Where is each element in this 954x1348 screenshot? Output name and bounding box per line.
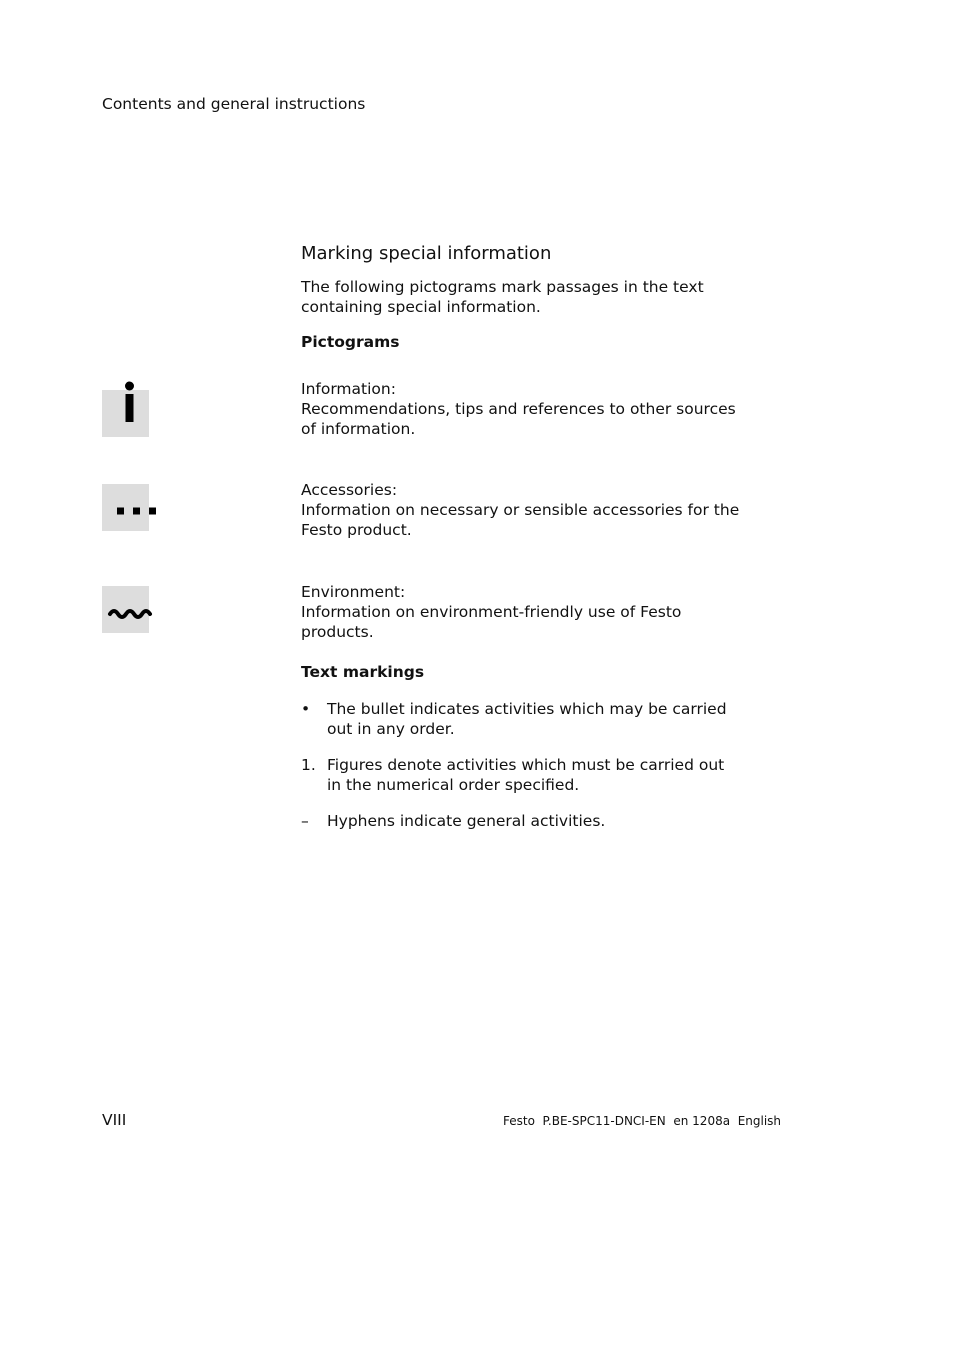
text-markings-heading: Text markings [301,663,425,681]
environment-icon [102,586,149,633]
information-icon [102,390,149,437]
pictogram-label: Information: [301,380,396,398]
list-item-text: The bullet indicates activities which may be carried out in any order. [327,700,727,738]
pictogram-description: Information on environment-friendly use of Festo products. [301,603,682,641]
document-info: Festo P.BE-SPC11-DNCI-EN en 1208a English [503,1114,782,1128]
list-item-text: Hyphens indicate general activities. [327,812,606,830]
list-item [301,811,741,831]
pictogram-entry-accessories [301,480,741,540]
pictogram-description: Information on necessary or sensible accessories for the Festo product. [301,501,740,539]
pictogram-entry-information [301,379,741,439]
hyphen-marker: – [301,812,309,830]
list-item [301,699,741,739]
section-title: Marking special information [301,243,552,264]
section-intro: The following pictograms mark passages in the text containing special information. [301,278,704,316]
bullet-marker: • [301,700,311,718]
list-item-text: Figures denote activities which must be carried out in the numerical order specified. [327,756,725,794]
page-number: VIII [102,1111,127,1129]
number-marker: 1. [301,756,316,774]
pictograms-heading: Pictograms [301,333,400,351]
running-header: Contents and general instructions [102,95,366,113]
pictogram-label: Accessories: [301,481,398,499]
pictogram-description: Recommendations, tips and references to other sources of information. [301,400,736,438]
pictogram-entry-environment [301,582,741,642]
list-item [301,755,741,795]
pictogram-label: Environment: [301,583,406,601]
accessories-icon [102,484,149,531]
